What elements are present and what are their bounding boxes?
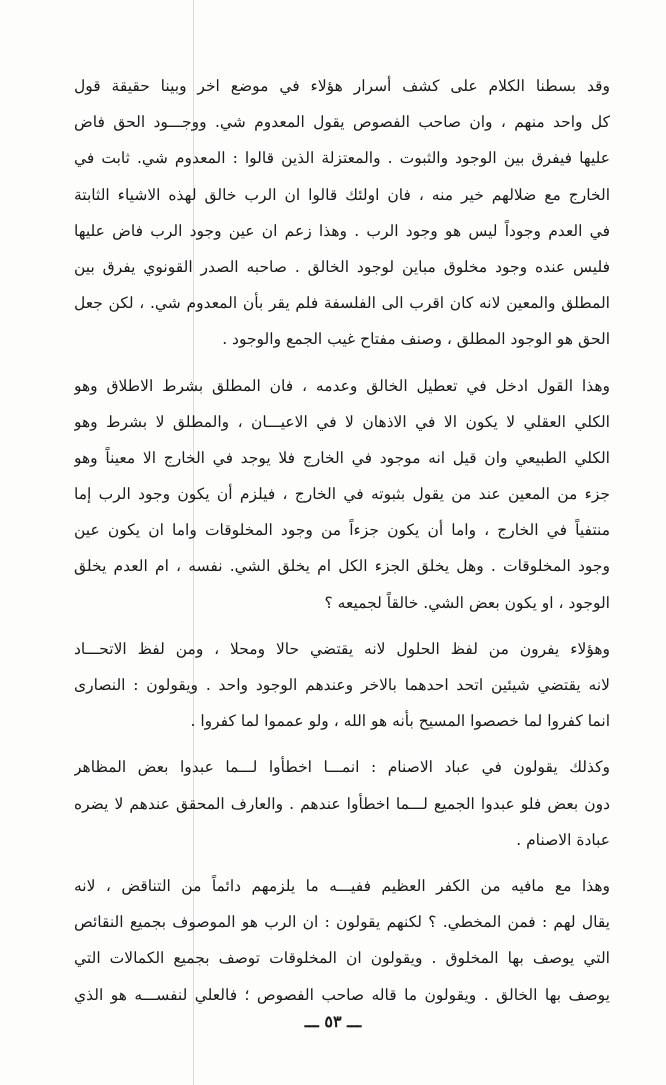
- text-line: يقال لهم : فمن المخطي. ؟ لكنهم يقولون : ان الرب هو الموصوف بجميع النقائص: [74, 913, 610, 932]
- paragraph-1: [74, 68, 610, 358]
- text-line: عليها فيفرق بين الوجود والثبوت . والمعتزلة الذين قالوا : المعدوم شي. ثابت في: [74, 149, 610, 168]
- text-line: وهذا مع مافيه من الكفر العظيم ففيـــه ما يلزمهم دائماً من التناقض ، لانه: [74, 876, 610, 895]
- text-line: في العدم وجوداً ليس هو وجود الرب . وهذا زعم ان عين وجود الرب فاض عليها: [74, 221, 610, 240]
- text-line: كل واحد منهم ، وان صاحب الفصوص يقول المعدوم شي. ووجـــود الحق فاض: [74, 113, 610, 132]
- text-line: فليس عنده وجود مخلوق مباين لوجود الخالق . صاحبه الصدر القونوي يفرق بين: [74, 257, 610, 276]
- text-line: يوصف بها الخالق . ويقولون ما قاله صاحب الفصوص ؛ فالعلي لنفســـه هو الذي: [74, 985, 610, 1004]
- text-line: لانه يقتضي شيئين اتحد احدهما بالاخر وعندهم الوجود واحد . ويقولون : النصارى: [74, 676, 610, 694]
- text-line: المطلق والمعين لانه كان اقرب الى الفلسفة فلم يقر بأن المعدوم شي. ، لكن جعل: [74, 294, 610, 313]
- text-line: دون بعض فلو عبدوا الجميع لـــما اخطأوا عندهم . والعارف المحقق عندهم لا يضره: [74, 794, 610, 813]
- text-line: الحق هو الوجود المطلق ، وصنف مفتاح غيب الجمع والوجود .: [222, 330, 610, 349]
- paragraph-2: [74, 368, 610, 621]
- paragraph-5: [74, 868, 610, 1013]
- text-line: وهؤلاء يفرون من لفظ الحلول لانه يقتضي حالا ومحلا ، ومن لفظ الاتحـــاد: [74, 639, 610, 658]
- text-line: التي يوصف بها المخلوق . ويقولون ان المخلوقات توصف بجميع الكمالات التي: [74, 949, 610, 968]
- page-number: ـــ ٥٣ ـــ: [304, 1012, 362, 1031]
- text-line: منتفياً في الخارج ، واما أن يكون جزءاً من وجود المخلوقات واما ان يكون عين: [74, 521, 610, 540]
- text-line: عبادة الاصنام .: [516, 830, 610, 849]
- text-line: وجود المخلوقات . وهل يخلق الجزء الكل ام يخلق الشي. نفسه ، ام العدم يخلق: [74, 557, 610, 576]
- text-line: جزء من المعين عند من يقول بثبوته في الخارج ، فيلزم أن يكون وجود الرب إما: [74, 485, 610, 504]
- text-line: انما كفروا لما خصصوا المسيح بأنه هو الله ، ولو عمموا لما كفروا .: [190, 712, 610, 731]
- text-line: وقد بسطنا الكلام على كشف أسرار هؤلاء في موضع اخر وبينا حقيقة قول: [74, 77, 610, 95]
- text-line: وهذا القول ادخل في تعطيل الخالق وعدمه ، فان المطلق بشرط الاطلاق وهو: [74, 376, 610, 395]
- text-line: الكلي الطبيعي وان قيل انه موجود في الخارج فلا يوجد في الخارج الا معيناً وهو: [74, 448, 610, 467]
- text-line: وكذلك يقولون في عباد الاصنام : انمـــا اخطأوا لـــما عبدوا بعض المظاهر: [74, 758, 610, 777]
- text-line: الكلي العقلي لا يكون الا في الاذهان لا في الاعيـــان ، والمطلق لا بشرط وهو: [74, 412, 610, 431]
- body-text: [74, 68, 610, 1023]
- text-line: الخارج مع ضلالهم خير منه ، فان اولئك قالوا ان الرب خالق لهذه الاشياء الثابتة: [74, 185, 610, 204]
- text-line: الوجود ، او يكون بعض الشي. خالقاً لجميعه ؟: [324, 593, 610, 612]
- paragraph-3: [74, 631, 610, 740]
- paragraph-4: [74, 749, 610, 858]
